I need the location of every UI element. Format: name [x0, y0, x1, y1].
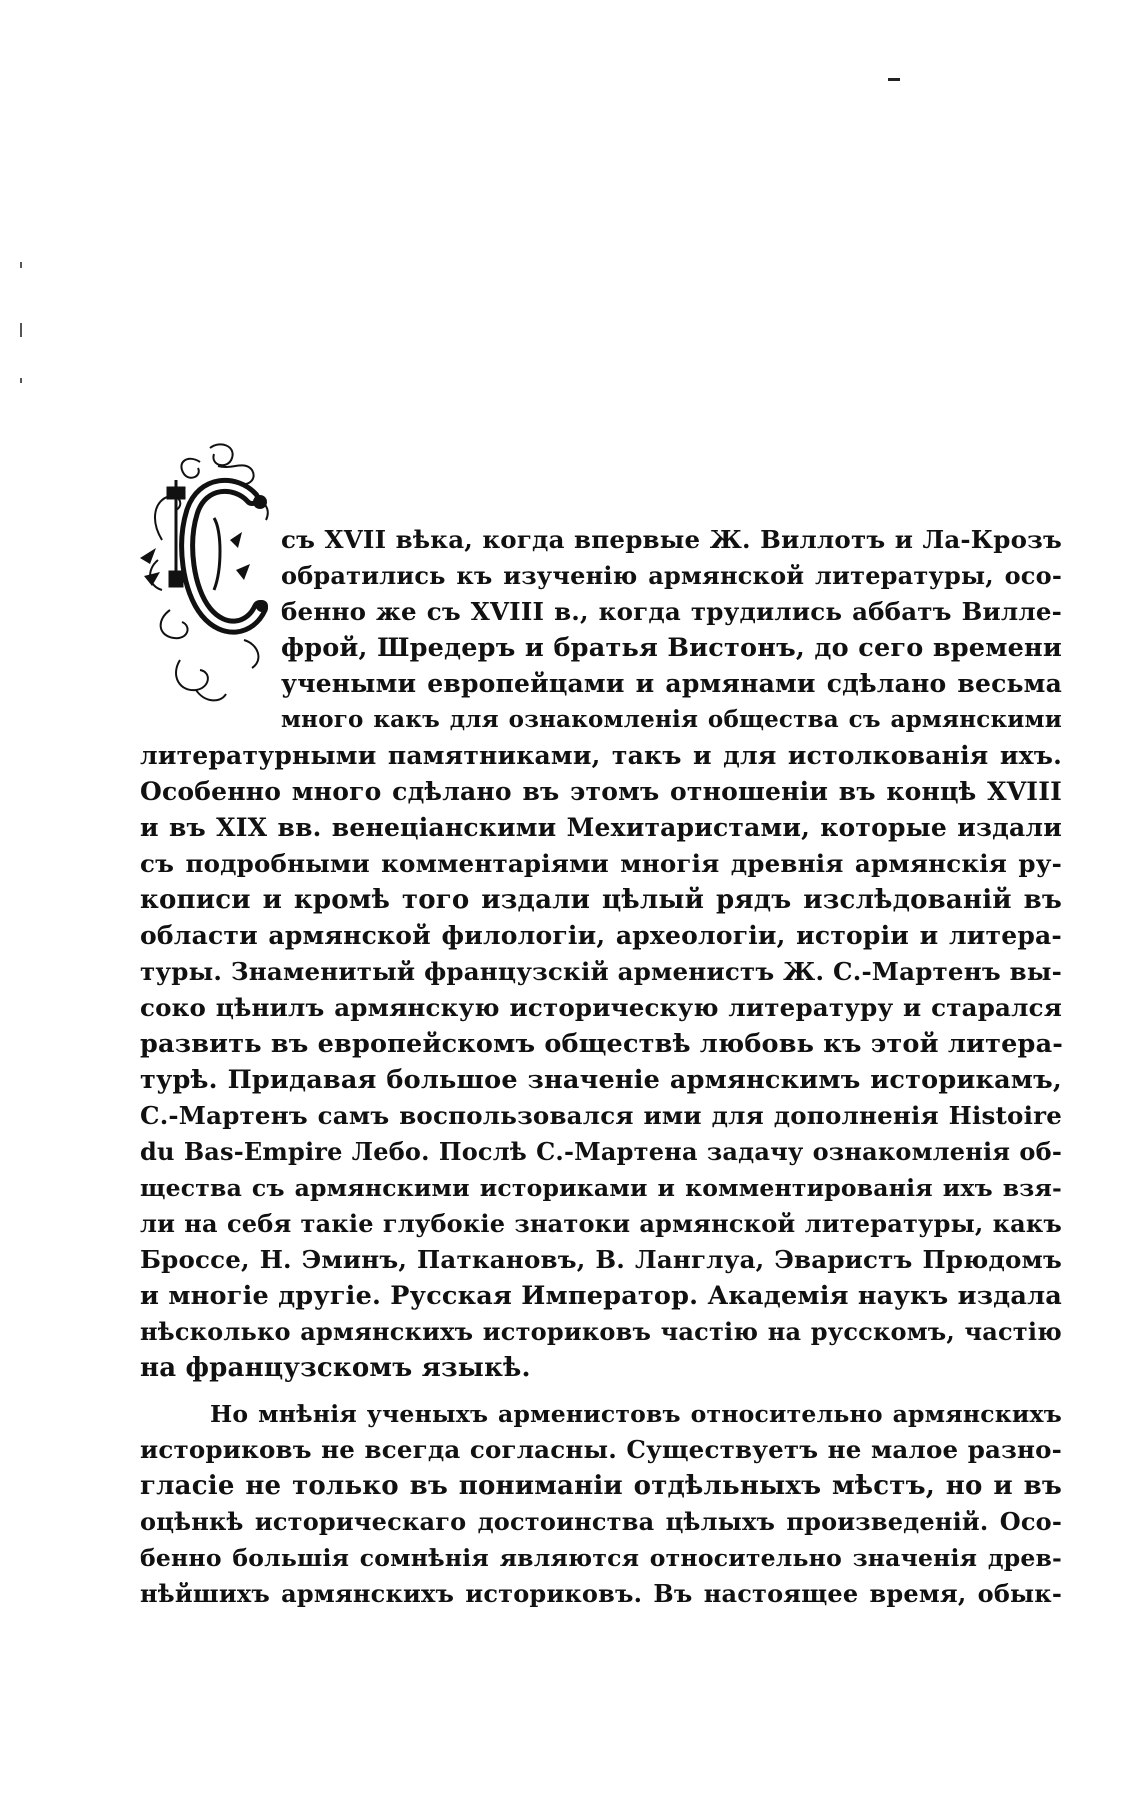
text-line: съ XVII вѣка, когда впервые Ж. Виллотъ и Ла-Крозъ [281, 525, 1062, 554]
text-line: развить въ европейскомъ обществѣ любовь къ этой литера- [140, 1029, 1064, 1059]
text-line: литературными памятниками, такъ и для истолкованія ихъ. [140, 741, 1062, 770]
text-line: щества съ армянскими историками и комментированія ихъ взя- [140, 1174, 1062, 1202]
text-line: ли на себя такіе глубокіе знатоки армянской литературы, какъ [140, 1209, 1062, 1238]
paragraph-2 [140, 1396, 1062, 1612]
text-line: и многіе другіе. Русская Император. Академія наукъ издала [140, 1281, 1062, 1311]
text-line: съ подробными комментаріями многія древнія армянскія ру- [140, 849, 1062, 878]
text-line: кописи и кромѣ того издали цѣлый рядъ изслѣдованій въ [140, 885, 1062, 915]
text-line: С.-Мартенъ самъ воспользовался ими для дополненія Histoire [140, 1101, 1062, 1130]
text-line: du Bas-Empire Лебо. Послѣ С.-Мартена задачу ознакомленія об- [140, 1137, 1062, 1166]
text-line: на французскомъ языкѣ. [140, 1353, 531, 1383]
text-line: Особенно много сдѣлано въ этомъ отношеніи въ концѣ XVIII [140, 777, 1062, 806]
text-line: учеными европейцами и армянами сдѣлано весьма [281, 669, 1062, 698]
text-line: Броссе, Н. Эминъ, Паткановъ, В. Ланглуа, Эваристъ Прюдомъ [140, 1245, 1062, 1274]
text-line: фрой, Шредеръ и братья Вистонъ, до сего времени [281, 633, 1062, 663]
text-line: гласіе не только въ пониманіи отдѣльныхъ мѣстъ, но и въ [140, 1471, 1062, 1501]
text-line: Но мнѣнія ученыхъ арменистовъ относительно армянскихъ [210, 1400, 1062, 1428]
text-line: туры. Знаменитый французскій арменистъ Ж. С.-Мартенъ вы- [140, 957, 1062, 986]
text-line: нѣсколько армянскихъ историковъ частію на русскомъ, частію [140, 1317, 1062, 1346]
text-line: и въ XIX вв. венеціанскими Мехитаристами, которые издали [140, 813, 1062, 842]
margin-mark [20, 323, 22, 337]
margin-mark [20, 262, 22, 268]
text-line: бенно большія сомнѣнія являются относительно значенія древ- [140, 1544, 1062, 1572]
text-line: оцѣнкѣ историческаго достоинства цѣлыхъ произведеній. Осо- [140, 1507, 1062, 1536]
text-line: много какъ для ознакомленія общества съ армянскими [281, 706, 1062, 733]
text-line: бенно же съ XVIII в., когда трудились аббатъ Вилле- [281, 597, 1062, 626]
text-line: области армянской филологіи, археологіи, исторіи и литера- [140, 921, 1062, 950]
text-line: соко цѣнилъ армянскую историческую литературу и старался [140, 993, 1062, 1022]
text-line: турѣ. Придавая большое значеніе армянскимъ историкамъ, [140, 1065, 1062, 1095]
text-line: историковъ не всегда согласны. Существуетъ не малое разно- [140, 1435, 1062, 1464]
text-line: нѣйшихъ армянскихъ историковъ. Въ настоящее время, обык- [140, 1579, 1062, 1608]
body-text [140, 522, 1062, 1612]
margin-mark [20, 378, 22, 383]
text-line: обратились къ изученію армянской литературы, осо- [281, 561, 1062, 590]
paragraph-1 [140, 522, 1062, 1386]
stray-mark [888, 78, 900, 81]
